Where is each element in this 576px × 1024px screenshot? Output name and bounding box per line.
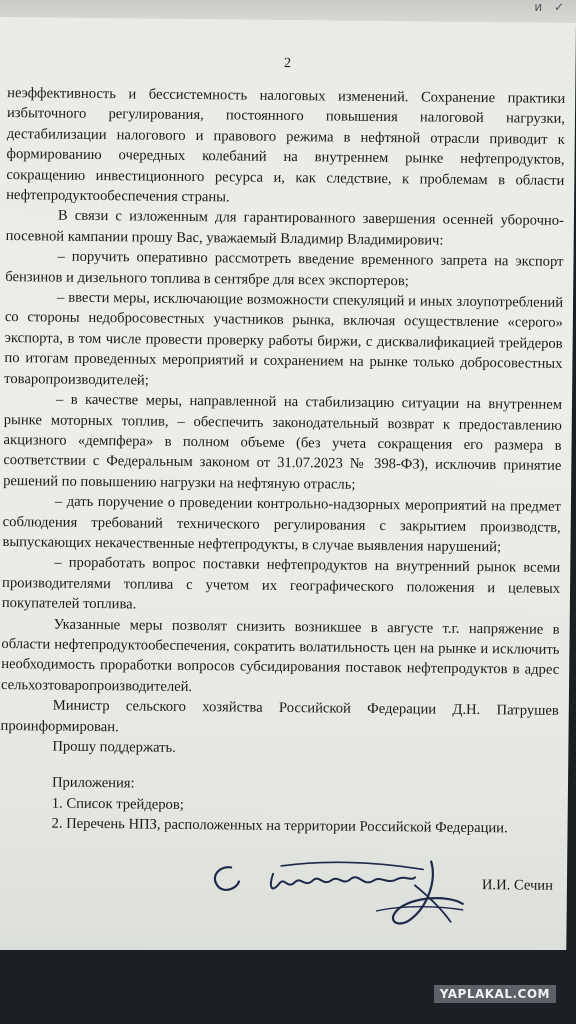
signatory-name: И.И. Сечин: [481, 877, 554, 894]
request-item: – поручить оперативно рассмотреть введение временного запрета на экспорт бензинов и дизельного топлива в сентябре для всех экспортеров;: [5, 248, 564, 289]
edge-marks: ᴎ ✓: [534, 0, 568, 14]
request-item: – дать поручение о проведении контрольно-надзорных мероприятий на предмет соблюдения требований технического регулирования с закрытием производств, выпускающих некачественные нефтепродукты, в случае выявления нарушений;: [2, 493, 561, 556]
site-watermark: YAPLAKAL.COM: [434, 985, 556, 1003]
request-item: – проработать вопрос поставки нефтепродуктов на внутренний рынок всеми производителями топлива с учетом их географического положения и целевых покупателей топлива.: [1, 554, 561, 613]
handwritten-signature: [200, 845, 481, 938]
page-number: 2: [283, 55, 292, 72]
closing-request: Прошу поддержать.: [52, 738, 176, 756]
attachment-item: 1. Список трейдеров;: [51, 795, 184, 813]
attachment-item: 2. Перечень НПЗ, расположенных на территории Российской Федерации.: [51, 815, 508, 837]
document-page: [0, 17, 576, 957]
letter-body: [0, 83, 565, 839]
attachments-title: Приложения:: [51, 774, 135, 792]
paragraph: В связи с изложенным для гарантированного завершения осенней уборочно-посевной кампании прошу Вас, уважаемый Владимир Владимирович:: [5, 208, 564, 249]
paragraph: неэффективность и бессистемность налоговых изменений. Сохранение практики избыточного регулирования, постоянного повышения налоговой нагрузки, дестабилизации налогового и правового режима в нефтяной отрасли приводит к формированию очередных колебаний на внутреннем рынке нефтепродуктов, сокращению инвестиционного ресурса и, как следствие, к проблемам в области нефтепродуктообеспечения страны.: [6, 85, 566, 206]
request-item: – ввести меры, исключающие возможности спекуляций и иных злоупотреблений со стороны недобросовестных участников рынка, включая осуществление «серого» экспорта, в том числе провести проверку работы биржи, с дисквалификацией трейдеров по итогам проведенных мероприятий и сохранением на рынке только добросовестных товаропроизводителей;: [4, 289, 564, 389]
paragraph: Указанные меры позволят снизить возникшее в августе т.г. напряжение в области нефтепродуктообеспечения, сократить волатильность цен на рынке и исключить необходимость проработки вопросов субсидирования поставок нефтепродуктов в адрес сельхозтоваропроизводителей.: [0, 616, 560, 695]
request-item: – в качестве меры, направленной на стабилизацию ситуации на внутреннем рынке моторных топлив, – обеспечить законодательный возврат к предоставлению акцизного «демпфера» в полном объеме (без учета сокращения его размера в соответствии с Федеральным законом от 31.07.2023 № 398-ФЗ), исключив принятие решений по повышению нагрузки на нефтяную отрасль;: [3, 391, 563, 493]
paragraph: Министр сельского хозяйства Российской Федерации Д.Н. Патрушев проинформирован.: [0, 697, 559, 735]
